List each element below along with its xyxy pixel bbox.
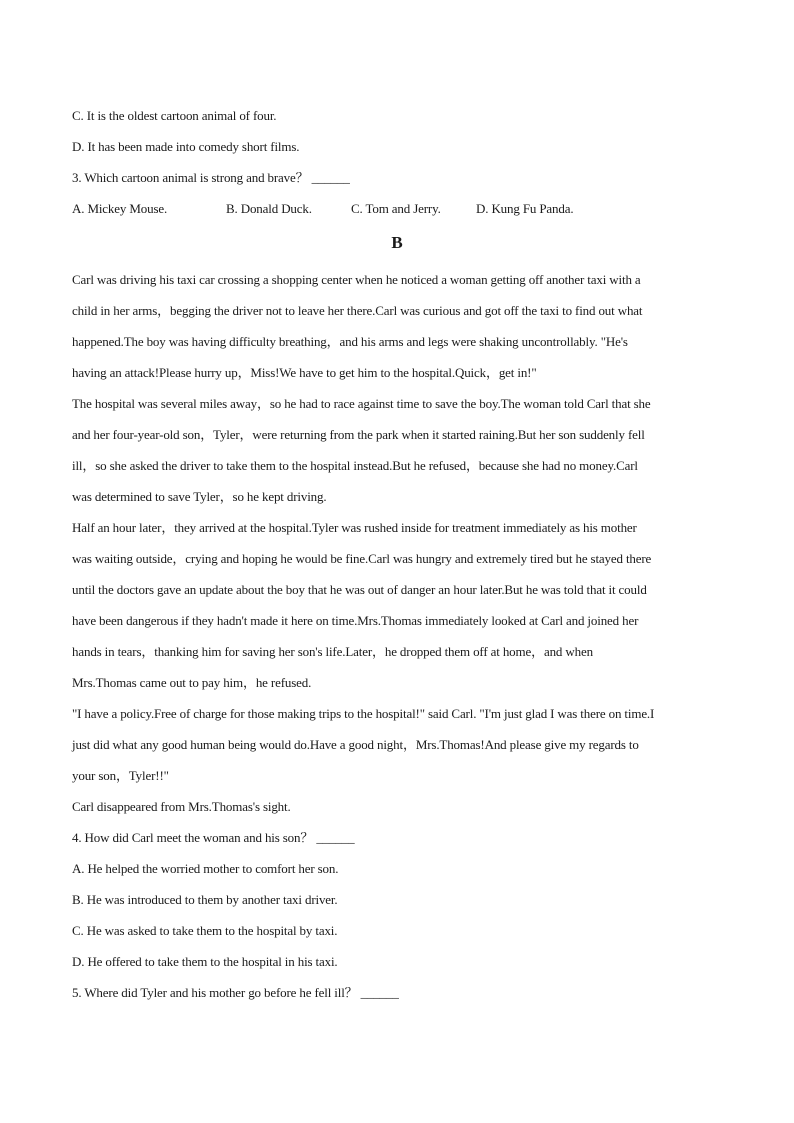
q4-option-d: D. He offered to take them to the hospital in his taxi. [72, 954, 338, 969]
passage-line: ill，so she asked the driver to take them to the hospital instead.But he refused，because she had no money.Carl [72, 458, 638, 473]
passage-line: child in her arms，begging the driver not to leave her there.Carl was curious and got off the taxi to find out what [72, 303, 643, 318]
passage-line: The hospital was several miles away，so he had to race against time to save the boy.The woman told Carl that she [72, 396, 651, 411]
passage-line: hands in tears，thanking him for saving her son's life.Later，he dropped them off at home，and when [72, 644, 593, 659]
q4-question: 4. How did Carl meet the woman and his son？ ______ [72, 830, 355, 845]
q2-option-c: C. It is the oldest cartoon animal of four. [72, 108, 277, 123]
passage-line: having an attack!Please hurry up，Miss!We have to get him to the hospital.Quick，get in!" [72, 365, 537, 380]
passage-line: Half an hour later，they arrived at the hospital.Tyler was rushed inside for treatment immediately as his mother [72, 520, 637, 535]
q3-option-d: D. Kung Fu Panda. [476, 201, 574, 216]
q3-option-a: A. Mickey Mouse. [72, 201, 168, 216]
passage-line: "I have a policy.Free of charge for those making trips to the hospital!" said Carl. "I'm just glad I was there on time.I [72, 706, 655, 721]
passage-line: and her four-year-old son，Tyler，were returning from the park when it started raining.But her son suddenly fell [72, 427, 645, 442]
passage-line: Carl was driving his taxi car crossing a shopping center when he noticed a woman getting off another taxi with a [72, 272, 641, 287]
q4-option-a: A. He helped the worried mother to comfort her son. [72, 861, 339, 876]
passage-line: just did what any good human being would do.Have a good night，Mrs.Thomas!And please give my regards to [72, 737, 639, 752]
passage-line: happened.The boy was having difficulty breathing，and his arms and legs were shaking uncontrollably. "He's [72, 334, 628, 349]
q4-option-c: C. He was asked to take them to the hospital by taxi. [72, 923, 338, 938]
worksheet-page [72, 100, 722, 1008]
q2-option-d: D. It has been made into comedy short films. [72, 139, 300, 154]
q3-option-b: B. Donald Duck. [226, 201, 312, 216]
passage-line: was waiting outside，crying and hoping he would be fine.Carl was hungry and extremely tired but he stayed there [72, 551, 652, 566]
passage-b [72, 264, 722, 822]
passage-line: have been dangerous if they hadn't made it here on time.Mrs.Thomas immediately looked at Carl and joined her [72, 613, 639, 628]
passage-line: was determined to save Tyler，so he kept driving. [72, 489, 327, 504]
passage-line: Carl disappeared from Mrs.Thomas's sight. [72, 799, 291, 814]
q3-option-c: C. Tom and Jerry. [351, 201, 441, 216]
q5-question: 5. Where did Tyler and his mother go before he fell ill？ ______ [72, 985, 399, 1000]
passage-line: Mrs.Thomas came out to pay him，he refused. [72, 675, 312, 690]
q4-option-b: B. He was introduced to them by another taxi driver. [72, 892, 338, 907]
q3-question: 3. Which cartoon animal is strong and brave？ ______ [72, 170, 350, 185]
passage-line: your son，Tyler!!" [72, 768, 169, 783]
q3-options [72, 193, 722, 224]
section-title: B [391, 233, 403, 252]
passage-line: until the doctors gave an update about the boy that he was out of danger an hour later.But he was told that it could [72, 582, 647, 597]
